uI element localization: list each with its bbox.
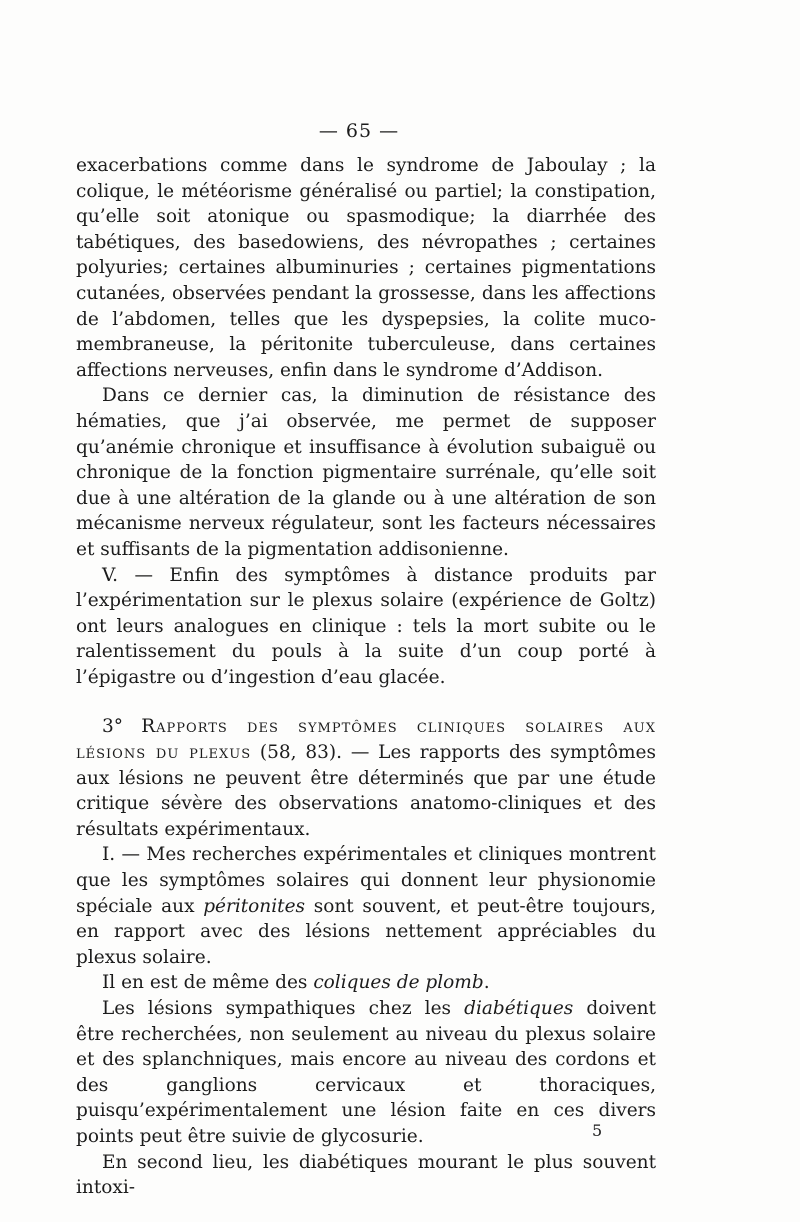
term-diabetiques: diabétiques bbox=[464, 998, 574, 1019]
term-peritonites: péritonites bbox=[203, 895, 306, 917]
signature-mark: 5 bbox=[592, 1121, 603, 1140]
body-text bbox=[76, 153, 656, 1201]
paragraph-lead-colic: Il en est de même des coliques de plomb. bbox=[102, 972, 490, 994]
section-title: Rapports des symptômes cliniques solaires aux lésions du plexus bbox=[76, 716, 656, 764]
section-heading-3 bbox=[76, 714, 656, 842]
paragraph-continuation: exacerbations comme dans le syndrome de Jaboulay ; la colique, le météorisme généralisé ou partiel; la constipation, qu’elle soit atonique ou spasmodique; la diarrhée des tabétiques, des basedowiens, des névropathes ; certaines polyuries; certaines albuminuries ; certaines pigmentations cutanées, observées pendant la grossesse, dans les affections de l’abdomen, telles que les dyspepsies, la colite muco-membraneuse, la péritonite tuberculeuse, dans certaines affections nerveuses, enfin dans le syndrome d’Addison. bbox=[76, 155, 656, 381]
page-number: — 65 — bbox=[318, 120, 400, 142]
term-coliques-de-plomb: coliques de plomb bbox=[313, 972, 484, 994]
paragraph-research: I. — Mes recherches expérimentales et cliniques montrent que les symptômes solaires qui donnent leur physionomie spéciale aux péritonites sont souvent, et peut-être toujours, en rapport avec des lésions nettement appréciables du plexus solaire. bbox=[76, 844, 656, 968]
paragraph-remote-symptoms: V. — Enfin des symptômes à distance produits par l’expérimentation sur le plexus solaire (expérience de Goltz) ont leurs analogues en clinique : tels la mort subite ou le ralentissement du pouls à la suite d’un coup porté à l’épigastre ou d’ingestion d’eau glacée. bbox=[76, 564, 656, 688]
section-intro: (58, 83). — Les rapports des symptômes aux lésions ne peuvent être déterminés que par une étude critique sévère des observations anatomo-cliniques et des résultats expérimentaux. bbox=[76, 742, 656, 840]
section-number: 3° bbox=[102, 716, 124, 738]
paragraph-second-point: En second lieu, les diabétiques mourant le plus souvent intoxi- bbox=[76, 1151, 656, 1199]
paragraph-diabetics: Les lésions sympathiques chez les diabétiques doivent être recherchées, non seulement au niveau du plexus solaire et des splanchniques, mais encore au niveau des cordons et des ganglions cervicaux et thoraciques, puisqu’expérimentalement une lésion faite en ces divers points peut être suivie de glycosurie. bbox=[76, 998, 656, 1147]
paragraph-addison: Dans ce dernier cas, la diminution de résistance des hématies, que j’ai observée, me permet de supposer qu’anémie chronique et insuffisance à évolution subaiguë ou chronique de la fonction pigmentaire surrénale, qu’elle soit due à une altération de la glande ou à une altération de son mécanisme nerveux régulateur, sont les facteurs nécessaires et suffisants de la pigmentation addisonienne. bbox=[76, 385, 656, 560]
